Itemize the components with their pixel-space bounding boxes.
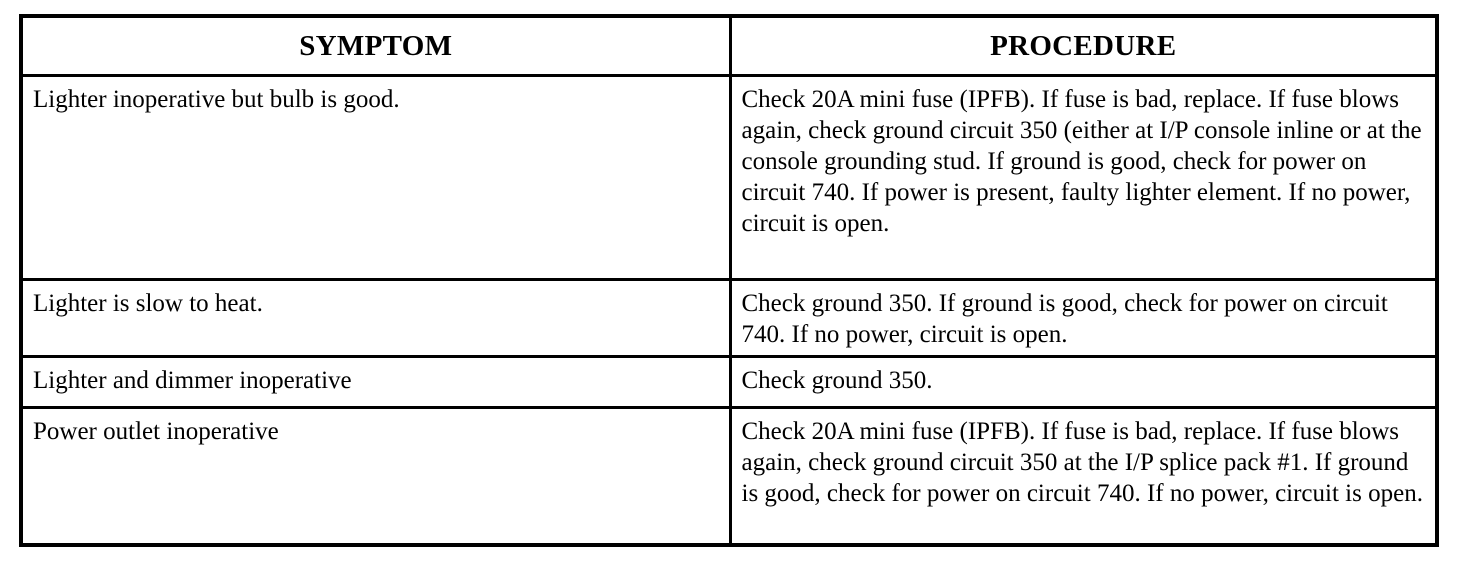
- procedure-text: Check 20A mini fuse (IPFB). If fuse is bad, replace. If fuse blows again, check ground circuit 350 at the I/P splice pack #1. If ground is good, check for power on circuit 740. If no power, circuit is open.: [741, 418, 1423, 507]
- procedure-text: Check ground 350.: [741, 367, 933, 394]
- procedure-cell: [730, 280, 1435, 357]
- symptom-cell: [23, 408, 730, 544]
- symptom-text: Power outlet inoperative: [33, 418, 279, 445]
- table-row: [23, 280, 1435, 357]
- procedure-text: Check ground 350. If ground is good, check for power on circuit 740. If no power, circuit is open.: [741, 290, 1388, 348]
- symptom-cell: [23, 76, 730, 280]
- symptom-text: Lighter is slow to heat.: [33, 290, 263, 317]
- diagnosis-table: [23, 18, 1435, 543]
- table-row: [23, 408, 1435, 544]
- diagnosis-table-frame: [19, 14, 1439, 547]
- symptom-cell: [23, 280, 730, 357]
- table-row: [23, 76, 1435, 280]
- table-header-row: [23, 18, 1435, 76]
- procedure-cell: [730, 357, 1435, 408]
- symptom-text: Lighter and dimmer inoperative: [33, 367, 352, 394]
- procedure-cell: [730, 408, 1435, 544]
- symptom-cell: [23, 357, 730, 408]
- symptom-text: Lighter inoperative but bulb is good.: [33, 86, 400, 113]
- procedure-column-header: PROCEDURE: [730, 18, 1435, 76]
- table-row: [23, 357, 1435, 408]
- procedure-text: Check 20A mini fuse (IPFB). If fuse is bad, replace. If fuse blows again, check ground circuit 350 (either at I/P console inline or at the console grounding stud. If ground is good, check for power on circuit 740. If power is present, faulty lighter element. If no power, circuit is open.: [741, 86, 1422, 237]
- symptom-column-header: SYMPTOM: [23, 18, 730, 76]
- procedure-cell: [730, 76, 1435, 280]
